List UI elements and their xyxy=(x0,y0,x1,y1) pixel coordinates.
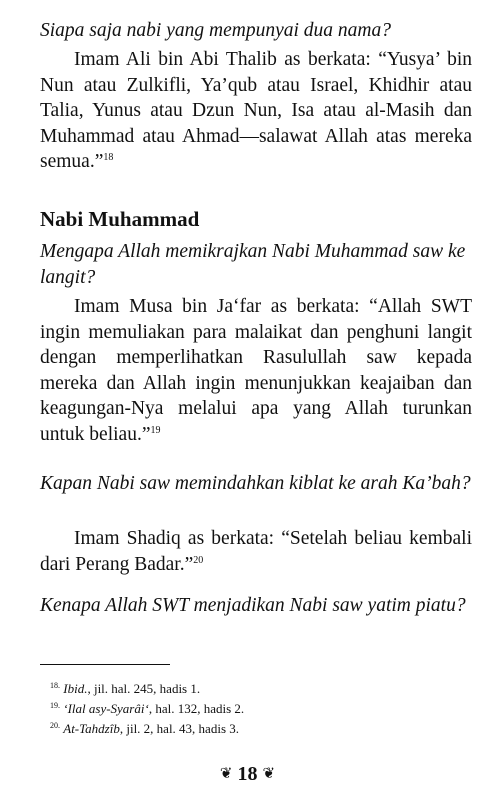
footnote-18: $^{18.}$ Ibid., jil. hal. 245, hadis 1. xyxy=(50,681,201,696)
answer-kiblat: Imam Shadiq as berkata: “Setelah beliau kembali dari Perang Badar.”$^{20}$ xyxy=(40,528,472,575)
question-mikraj: Mengapa Allah memikrajkan Nabi Muhammad saw ke langit? xyxy=(40,241,466,288)
question-yatim: Kenapa Allah SWT menjadikan Nabi saw yatim piatu? xyxy=(40,595,466,616)
question-kiblat: Kapan Nabi saw memindahkan kiblat ke arah Ka’bah? xyxy=(40,473,471,494)
footnote-ref: 20 xyxy=(193,554,204,566)
footnote-divider xyxy=(40,664,170,665)
answer-mikraj: Imam Musa bin Ja‘far as berkata: “Allah SWT ingin memuliakan para malaikat dan penghuni langit dengan memperlihatkan Rasulullah saw kepada mereka dan Allah ingin menunjukkan keajaiban dan keagungan-Nya melalui apa yang Allah turunkan untuk beliau.”$^{19}$ xyxy=(40,296,472,445)
footnote-19: $^{19.}$ ‘Ilal asy-Syarâi‘, hal. 132, hadis 2. xyxy=(50,701,245,716)
answer-two-names: Imam Ali bin Abi Thalib as berkata: “Yusya’ bin Nun atau Zulkifli, Ya’qub atau Israel, Khidhir atau Talia, Yunus atau Dzun Nun, Isa atau al-Masih dan Muhammad atau Ahmad—salawat Allah atas mereka semua.”$^{18}$ xyxy=(40,49,472,172)
page-number xyxy=(0,763,495,785)
flourish-left-icon: ❦ xyxy=(219,766,233,782)
section-heading: Nabi Muhammad xyxy=(40,207,200,231)
footnote-20: $^{20.}$ At-Tahdzîb, jil. 2, hal. 43, hadis 3. xyxy=(50,721,240,736)
question-two-names: Siapa saja nabi yang mempunyai dua nama? xyxy=(40,20,391,41)
footnote-ref: 19 xyxy=(150,424,161,436)
footnote-ref: 18 xyxy=(103,152,114,163)
flourish-right-icon: ❦ xyxy=(262,766,276,782)
page-number-value: 18 xyxy=(237,763,258,785)
